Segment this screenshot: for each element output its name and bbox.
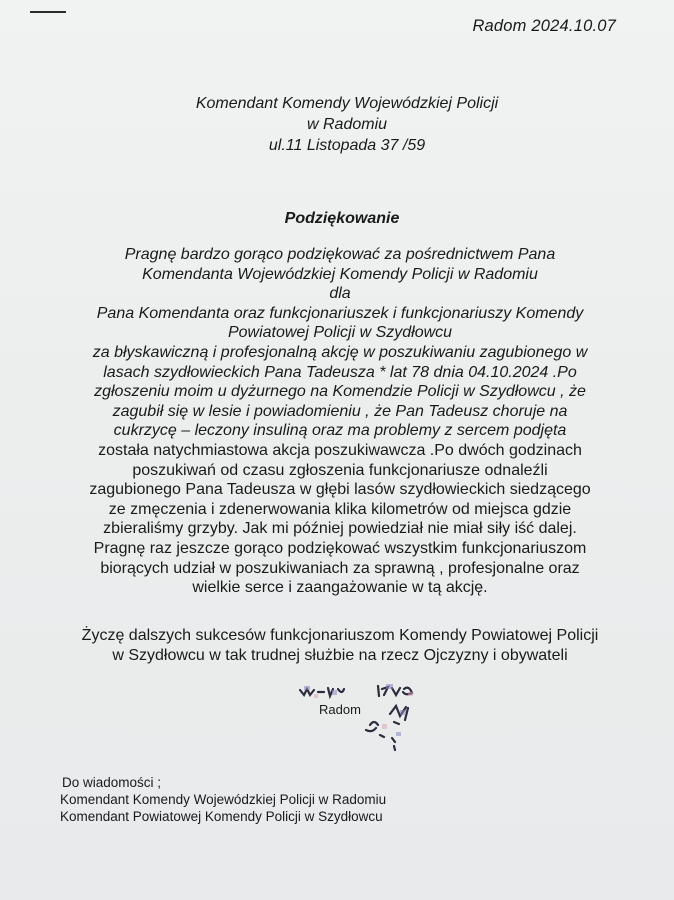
signature-place: Radom bbox=[319, 702, 361, 717]
body-line: dla bbox=[329, 285, 351, 303]
body-line: zagubionego Pana Tadeusza w głębi lasów szydłowieckich siedzącego bbox=[89, 481, 591, 499]
addressee-line: Komendant Komendy Wojewódzkiej Policji bbox=[195, 95, 499, 112]
body-line: biorących udział w poszukiwaniach za sprawną , profesjonalne oraz bbox=[100, 559, 580, 577]
letter-title: Podziękowanie bbox=[284, 210, 400, 227]
letter-body bbox=[40, 245, 640, 598]
body-line: zgłoszeniu moim u dyżurnego na Komendzie Policji w Szydłowcu , że bbox=[94, 383, 586, 401]
cc-heading: Do wiadomości ; bbox=[62, 775, 162, 790]
body-line: cukrzycę – leczony insuliną oraz ma problemy z sercem podjęta bbox=[113, 422, 567, 440]
body-line: została natychmiastowa akcja poszukiwawcza .Po dwóch godzinach bbox=[98, 441, 582, 459]
closing-wishes bbox=[40, 626, 640, 666]
cc-recipient: Komendant Powiatowej Komendy Policji w Szydłowcu bbox=[60, 809, 383, 824]
body-line: Pragnę bardzo gorąco podziękować za pośrednictwem Pana bbox=[124, 246, 556, 263]
body-line: poszukiwań od czasu zgłoszenia funkcjonariusze odnaleźli bbox=[132, 461, 548, 479]
cc-recipient: Komendant Komendy Wojewódzkiej Policji w Radomiu bbox=[60, 792, 387, 807]
body-line: Pragnę raz jeszcze gorąco podziękować wszystkim funkcjonariuszom bbox=[93, 539, 587, 557]
redacted-signature bbox=[296, 680, 436, 752]
place-and-date: Radom 2024.10.07 bbox=[472, 17, 616, 35]
addressee-block bbox=[0, 93, 674, 156]
body-line: wielkie serce i zaangażowanie w tą akcję. bbox=[192, 579, 488, 597]
body-line: Powiatowej Policji w Szydłowcu bbox=[227, 324, 453, 342]
addressee-line: w Radomiu bbox=[306, 116, 388, 133]
corner-pen-mark bbox=[30, 11, 66, 13]
closing-line: Życzę dalszych sukcesów funkcjonariuszom Komendy Powiatowej Policji bbox=[81, 627, 599, 644]
copy-recipients bbox=[60, 774, 386, 825]
body-line: Komendanta Wojewódzkiej Komendy Policji w Radomiu bbox=[142, 265, 538, 283]
body-line: zbieraliśmy grzyby. Jak mi później powiedział nie miał siły iść dalej. bbox=[103, 520, 577, 538]
body-line: za błyskawiczną i profesjonalną akcję w poszukiwaniu zagubionego w bbox=[92, 343, 588, 361]
body-line: lasach szydłowieckich Pana Tadeusza * lat 78 dnia 04.10.2024 .Po bbox=[103, 363, 577, 381]
closing-line: w Szydłowcu w tak trudnej służbie na rzecz Ojczyzny i obywateli bbox=[112, 647, 568, 664]
body-line: ze zmęczenia i zdenerwowania klika kilometrów od miejsca gdzie bbox=[108, 500, 572, 518]
addressee-line: ul.11 Listopada 37 /59 bbox=[268, 137, 426, 154]
body-line: zagubił się w lesie i powiadomieniu , że Pan Tadeusz choruje na bbox=[112, 402, 568, 420]
body-line: Pana Komendanta oraz funkcjonariuszek i funkcjonariuszy Komendy bbox=[96, 304, 584, 322]
